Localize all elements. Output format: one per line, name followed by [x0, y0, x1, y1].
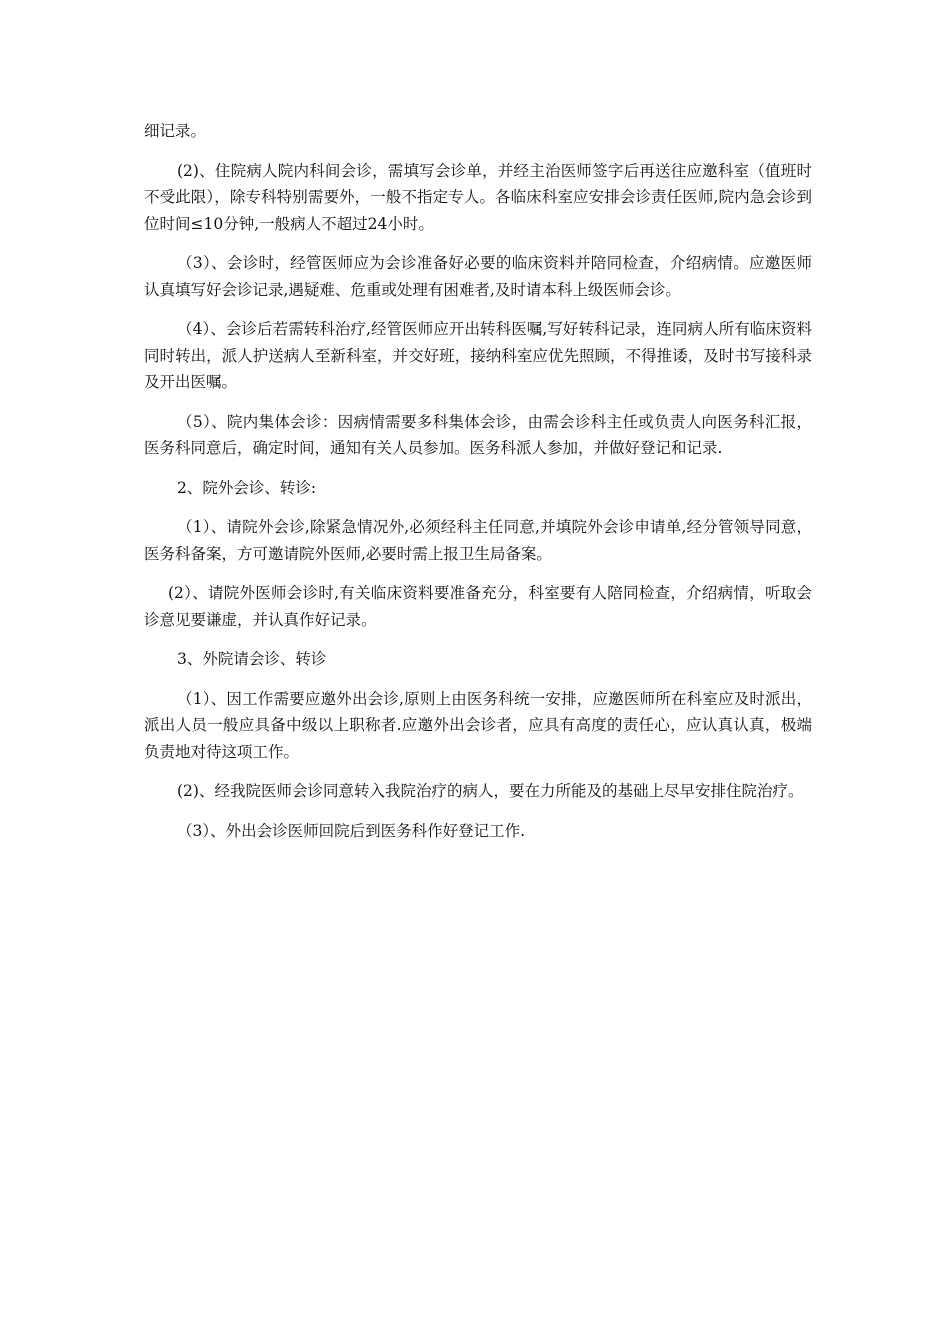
- paragraph-continuation: 细记录。: [144, 122, 207, 140]
- document-page: [144, 118, 812, 857]
- paragraph-outside-consult-2: (2)、经我院医师会诊同意转入我院治疗的病人，要在力所能及的基础上尽早安排住院治疗。: [177, 782, 804, 800]
- paragraph-outside-consult-1: （1）、因工作需要应邀外出会诊,原则上由医务科统一安排，应邀医师所在科室应及时派出，派出人员一般应具备中级以上职称者.应邀外出会诊者，应具有高度的责任心，应认真认真，极端负责地对待这项工作。: [144, 689, 812, 761]
- section-heading-outside-hospital-consult: 3、外院请会诊、转诊: [177, 650, 327, 668]
- paragraph-internal-consult-4: （4）、会诊后若需转科治疗,经管医师应开出转科医嘱,写好转科记录，连同病人所有临床资料同时转出，派人护送病人至新科室，并交好班，接纳科室应优先照顾，不得推诿，及时书写接科录及开出医嘱。: [144, 320, 812, 391]
- paragraph-outside-consult-3: （3）、外出会诊医师回院后到医务科作好登记工作.: [177, 821, 526, 840]
- section-heading-external-consult: 2、院外会诊、转诊:: [177, 478, 317, 497]
- paragraph-internal-consult-2: (2)、住院病人院内科间会诊，需填写会诊单，并经主治医师签字后再送往应邀科室（值班时不受此限），除专科特别需要外，一般不指定专人。各临床科室应安排会诊责任医师,院内急会诊到位时间≤10分钟,一般病人不超过24小时。: [144, 161, 812, 233]
- paragraph-external-consult-1: （1）、请院外会诊,除紧急情况外,必须经科主任同意,并填院外会诊申请单,经分管领导同意，医务科备案，方可邀请院外医师,必要时需上报卫生局备案。: [144, 518, 812, 563]
- paragraph-internal-consult-5: （5）、院内集体会诊：因病情需要多科集体会诊，由需会诊科主任或负责人向医务科汇报，医务科同意后，确定时间，通知有关人员参加。医务科派人参加，并做好登记和记录.: [144, 412, 812, 457]
- paragraph-external-consult-2: (2）、请院外医师会诊时,有关临床资料要准备充分，科室要有人陪同检查，介绍病情，听取会诊意见要谦虚，并认真作好记录。: [144, 584, 812, 629]
- paragraph-internal-consult-3: （3）、会诊时，经管医师应为会诊准备好必要的临床资料并陪同检查，介绍病情。应邀医师认真填写好会诊记录,遇疑难、危重或处理有困难者,及时请本科上级医师会诊。: [144, 254, 812, 299]
